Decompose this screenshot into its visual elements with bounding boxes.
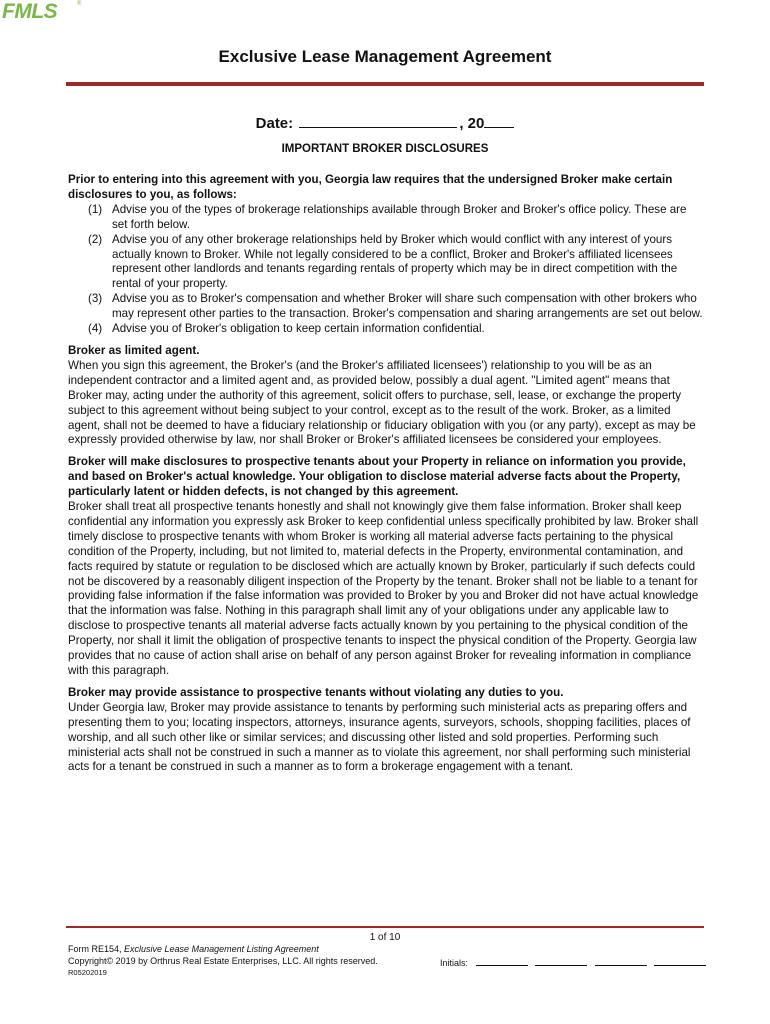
initials-field[interactable]	[476, 956, 528, 966]
initials-field[interactable]	[654, 956, 706, 966]
disclosure-text: Advise you of Broker's obligation to keep certain information confidential.	[112, 322, 485, 336]
date-century: , 20	[459, 115, 485, 132]
top-divider	[66, 82, 704, 86]
section-body: Broker shall treat all prospective tenants honestly and shall not knowingly give them false information. Broker shall keep confidential any information you expressly ask Broker to keep confidential unless specifically prohibited by law. Broker shall timely disclose to prospective tenants with whom Broker is working all material adverse facts pertaining to the physical condition of the Property, including, but not limited to, material defects in the Property, environmental contamination, and facts required by statute or regulation to be disclosed which are actually known by Broker, particularly if such defects could not be discovered by a reasonably diligent inspection of the Property by the tenant. Broker shall not be liable to a tenant for providing false information if the false information was provided to Broker by you and Broker did not have actual knowledge that the information was false. Nothing in this paragraph shall limit any of your obligations under any applicable law to disclose to prospective tenants all material adverse facts actually known by you pertaining to the physical condition of the Property, nor shall it limit the obligation of prospective tenants to inspect the physical condition of the Property. Georgia law provides that no cause of action shall arise on behalf of any person against Broker for revealing information in compliance with this paragraph.	[68, 500, 699, 677]
logo-registered-mark: ®	[77, 1, 82, 7]
document-body	[68, 173, 704, 775]
disclosure-number: (4)	[88, 322, 103, 336]
page-number: 1 of 10	[369, 932, 401, 943]
section-heading: Broker will make disclosures to prospective tenants about your Property in reliance on information you provide, and based on Broker's actual knowledge. Your obligation to disclose material adverse facts about the Property, particularly latent or hidden defects, is not changed by this agreement.	[68, 455, 686, 499]
date-label: Date:	[255, 115, 294, 132]
disclosure-number: (3)	[88, 292, 103, 306]
date-field[interactable]	[299, 113, 457, 128]
form-prefix: Form RE154,	[68, 944, 125, 954]
logo-text: FMLS	[2, 0, 58, 23]
disclosure-item	[68, 203, 704, 233]
bottom-divider	[66, 926, 704, 928]
section-body: Under Georgia law, Broker may provide assistance to tenants by performing such ministerial acts as preparing offers and presenting them to you; locating inspectors, attorneys, insurance agents, surveyors, schools, shopping facilities, places of worship, and all such other like or similar services; and discussing other listed and sold properties. Performing such ministerial acts shall not be construed in such a manner as to violate this agreement, nor shall performing such ministerial acts for a tenant be construed in such a manner as to form a brokerage engagement with a tenant.	[68, 700, 691, 774]
fmls-logo	[2, 0, 82, 24]
section-heading: Broker as limited agent.	[68, 343, 200, 357]
disclosure-item	[68, 322, 704, 337]
document-title: Exclusive Lease Management Agreement	[218, 47, 552, 66]
form-name: Exclusive Lease Management Listing Agreement	[124, 944, 319, 954]
disclosure-text: Advise you of any other brokerage relationships held by Broker which would conflict with any interest of yours actually known to Broker. While not legally considered to be a conflict, Broker and Broker's affiliated licensees represent other landlords and tenants regarding rentals of property which may be in direct competition with the rental of your property.	[112, 232, 678, 291]
section-body: When you sign this agreement, the Broker's (and the Broker's affiliated licensees') relationship to you will be as an independent contractor and a limited agent and, as provided below, possibly a dual agent. "Limited agent" means that Broker may, acting under the authority of this agreement, solicit offers to purchase, sell, lease, or exchange the property subject to this agreement without being subject to your control, except as to the result of the work. Broker, as a limited agent, shall not be deemed to have a fiduciary relationship or fiduciary obligation with you (or any party), except as may be expressly provided otherwise by law, nor shall Broker or Broker's affiliated licensees be considered your employees.	[68, 358, 696, 447]
date-line	[0, 113, 770, 132]
form-code: R05202019	[68, 968, 107, 977]
section-heading: Broker may provide assistance to prospective tenants without violating any duties to you.	[68, 685, 564, 699]
initials-field[interactable]	[595, 956, 647, 966]
disclosure-list	[68, 203, 704, 337]
initials-label: Initials:	[440, 958, 469, 968]
disclosure-number: (1)	[88, 202, 103, 216]
initials-block	[440, 956, 706, 968]
disclosure-number: (2)	[88, 232, 103, 246]
form-title-line	[68, 944, 378, 956]
year-field[interactable]	[484, 113, 514, 128]
initials-field[interactable]	[535, 956, 587, 966]
intro-paragraph: Prior to entering into this agreement with you, Georgia law requires that the undersigned Broker make certain disclosures to you, as follows:	[68, 173, 673, 201]
disclosure-text: Advise you as to Broker's compensation and whether Broker will share such compensation with other brokers who may represent other parties to the transaction. Broker's compensation and sharing arrangements are set out below.	[112, 292, 703, 321]
disclosure-item	[68, 292, 704, 322]
disclosure-item	[68, 233, 704, 293]
copyright: Copyright© 2019 by Orthrus Real Estate Enterprises, LLC. All rights reserved.	[68, 955, 378, 966]
form-footer	[68, 944, 378, 979]
disclosures-heading: IMPORTANT BROKER DISCLOSURES	[281, 143, 489, 155]
disclosure-text: Advise you of the types of brokerage relationships available through Broker and Broker's office policy. These are set forth below.	[112, 202, 687, 231]
